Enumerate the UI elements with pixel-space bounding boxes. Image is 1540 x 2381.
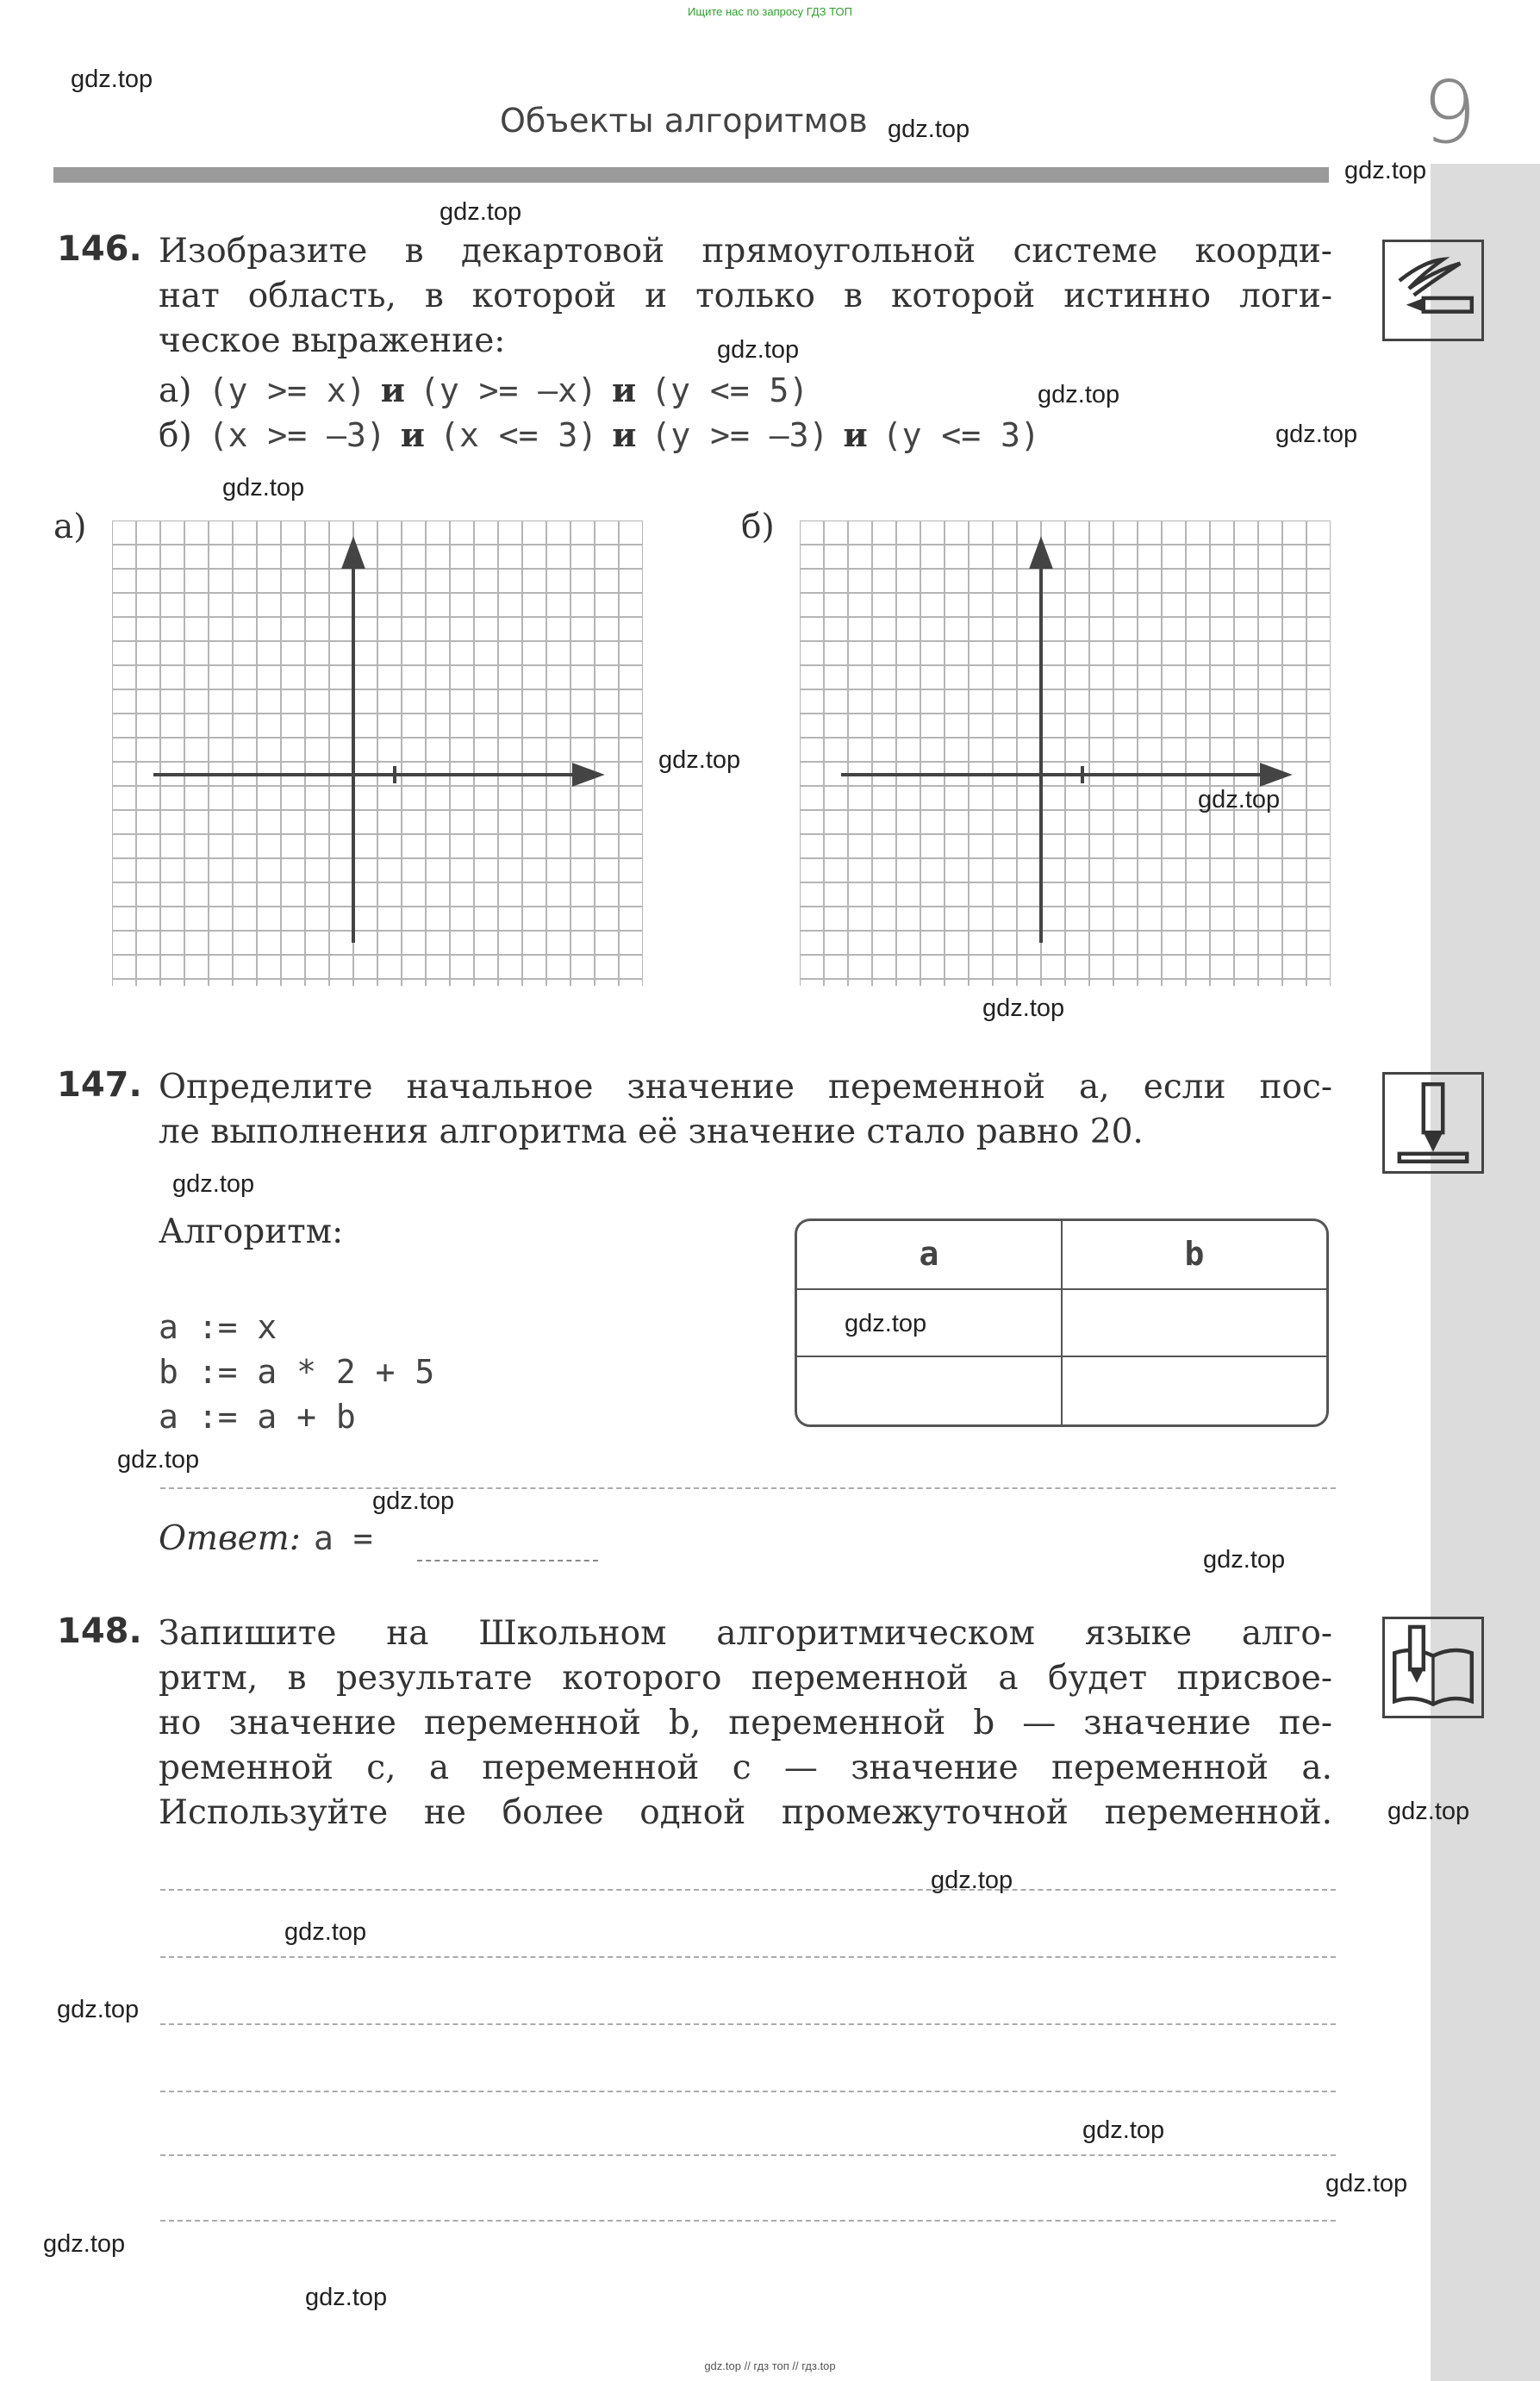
task-147-text bbox=[159, 1065, 1332, 1155]
task-146-line-1: Изобразите в декартовой прямоугольной системе коорди- bbox=[159, 232, 1332, 271]
watermark: gdz.top bbox=[1082, 2116, 1165, 2144]
watermark: gdz.top bbox=[284, 1918, 367, 1946]
watermark: gdz.top bbox=[717, 336, 800, 364]
task-146-number: 146. bbox=[57, 229, 142, 269]
code-line-2: b := a * 2 + 5 bbox=[159, 1353, 435, 1391]
page-number: 9 bbox=[1422, 62, 1477, 163]
answer-label: Ответ: bbox=[159, 1519, 301, 1558]
table-header-b: b bbox=[1184, 1235, 1205, 1273]
expr-b-part1: (x >= –3) bbox=[208, 416, 386, 454]
task-148-text bbox=[159, 1611, 1332, 1836]
table-header-a: a bbox=[919, 1235, 939, 1273]
task-147-line-2: ле выполнения алгоритма её значение стало равно 20. bbox=[159, 1113, 1144, 1151]
expr-a-label: а) bbox=[159, 371, 192, 410]
watermark: gdz.top bbox=[888, 115, 970, 143]
coordinate-grid-b bbox=[800, 520, 1331, 986]
watermark: gdz.top bbox=[931, 1867, 1013, 1894]
expr-b-part2: (x <= 3) bbox=[440, 416, 598, 454]
page-title: Объекты алгоритмов bbox=[500, 102, 868, 140]
table-cell-b-2[interactable] bbox=[1063, 1357, 1326, 1424]
expr-a-and-1: и bbox=[380, 371, 405, 409]
task-147-number: 147. bbox=[57, 1065, 142, 1105]
watermark: gdz.top bbox=[117, 1446, 200, 1474]
book-pencil-icon bbox=[1382, 1617, 1484, 1718]
grid-b-label: б) bbox=[741, 508, 775, 546]
pen-down-icon bbox=[1382, 1072, 1484, 1174]
task-148-line-2: ритм, в результате которого переменной а будет присвое- bbox=[159, 1659, 1332, 1698]
table-cell-a-1[interactable] bbox=[797, 1290, 1061, 1356]
task-148-line-3: но значение переменной b, переменной b — значение пе- bbox=[159, 1704, 1332, 1742]
task-148-line-4: ременной с, а переменной с — значение переменной а. bbox=[159, 1748, 1332, 1787]
write-line-5[interactable] bbox=[160, 2154, 1336, 2156]
table-cell-a-2[interactable] bbox=[797, 1357, 1061, 1424]
expr-a-part3: (y <= 5) bbox=[651, 371, 809, 409]
watermark: gdz.top bbox=[982, 994, 1065, 1022]
top-note: Ищите нас по запросу ГДЗ ТОП bbox=[688, 5, 852, 18]
task-148-line-1: Запишите на Школьном алгоритмическом языке алго- bbox=[159, 1614, 1332, 1653]
task-146-line-2: нат область, в которой и только в которой истинно логи- bbox=[159, 277, 1332, 315]
expr-b-and-2: и bbox=[612, 415, 637, 454]
task-146-expr-a bbox=[159, 369, 808, 414]
header-rule bbox=[53, 167, 1329, 183]
watermark: gdz.top bbox=[845, 1310, 927, 1337]
task-146-expr-b bbox=[159, 414, 1040, 458]
work-line-147 bbox=[160, 1487, 1336, 1489]
watermark: gdz.top bbox=[1387, 1798, 1470, 1825]
write-line-6[interactable] bbox=[160, 2220, 1336, 2222]
expr-a-part2: (y >= –x) bbox=[419, 371, 597, 409]
write-line-1[interactable] bbox=[160, 1889, 1336, 1891]
expr-b-and-1: и bbox=[400, 415, 425, 454]
write-line-4[interactable] bbox=[160, 2091, 1336, 2092]
answer-var: a = bbox=[313, 1519, 373, 1557]
task-147-line-1: Определите начальное значение переменной а, если пос- bbox=[159, 1068, 1332, 1106]
coordinate-grid-a bbox=[112, 520, 643, 986]
watermark: gdz.top bbox=[1275, 421, 1358, 448]
expr-b-label: б) bbox=[159, 416, 192, 455]
expr-b-and-3: и bbox=[843, 415, 868, 454]
task-146-line-3: ческое выражение: bbox=[159, 321, 506, 360]
expr-b-part3: (y >= –3) bbox=[651, 416, 829, 454]
task-148-line-5: Используйте не более одной промежуточной переменной. bbox=[159, 1793, 1332, 1832]
page-edge-strip bbox=[1431, 164, 1540, 2381]
code-line-3: a := a + b bbox=[159, 1398, 356, 1436]
watermark: gdz.top bbox=[658, 746, 741, 774]
watermark: gdz.top bbox=[305, 2284, 388, 2311]
task-148-number: 148. bbox=[57, 1611, 142, 1651]
write-line-3[interactable] bbox=[160, 2023, 1336, 2025]
code-line-1: a := x bbox=[159, 1308, 277, 1346]
pencil-write-icon bbox=[1382, 240, 1484, 341]
bottom-note: gdz.top // гдз топ // гдз.top bbox=[704, 2359, 836, 2372]
answer-row bbox=[159, 1517, 373, 1561]
watermark: gdz.top bbox=[222, 474, 305, 502]
watermark: gdz.top bbox=[1344, 157, 1427, 184]
expr-a-part1: (y >= x) bbox=[208, 371, 366, 409]
grid-a-label: а) bbox=[53, 508, 87, 546]
watermark: gdz.top bbox=[1198, 786, 1281, 813]
algorithm-label: Алгоритм: bbox=[159, 1212, 344, 1251]
algorithm-code bbox=[159, 1305, 434, 1439]
watermark: gdz.top bbox=[1325, 2170, 1408, 2197]
watermark: gdz.top bbox=[1038, 381, 1120, 408]
table-cell-b-1[interactable] bbox=[1063, 1290, 1326, 1356]
watermark: gdz.top bbox=[172, 1170, 255, 1198]
expr-b-part4: (y <= 3) bbox=[882, 416, 1040, 454]
watermark: gdz.top bbox=[1203, 1546, 1286, 1574]
expr-a-and-2: и bbox=[611, 371, 637, 409]
watermark: gdz.top bbox=[372, 1487, 455, 1515]
watermark: gdz.top bbox=[440, 198, 522, 226]
watermark: gdz.top bbox=[57, 1996, 140, 2023]
watermark: gdz.top bbox=[43, 2230, 126, 2258]
write-line-2[interactable] bbox=[160, 1956, 1336, 1958]
watermark: gdz.top bbox=[71, 65, 153, 93]
answer-field[interactable] bbox=[417, 1560, 598, 1561]
